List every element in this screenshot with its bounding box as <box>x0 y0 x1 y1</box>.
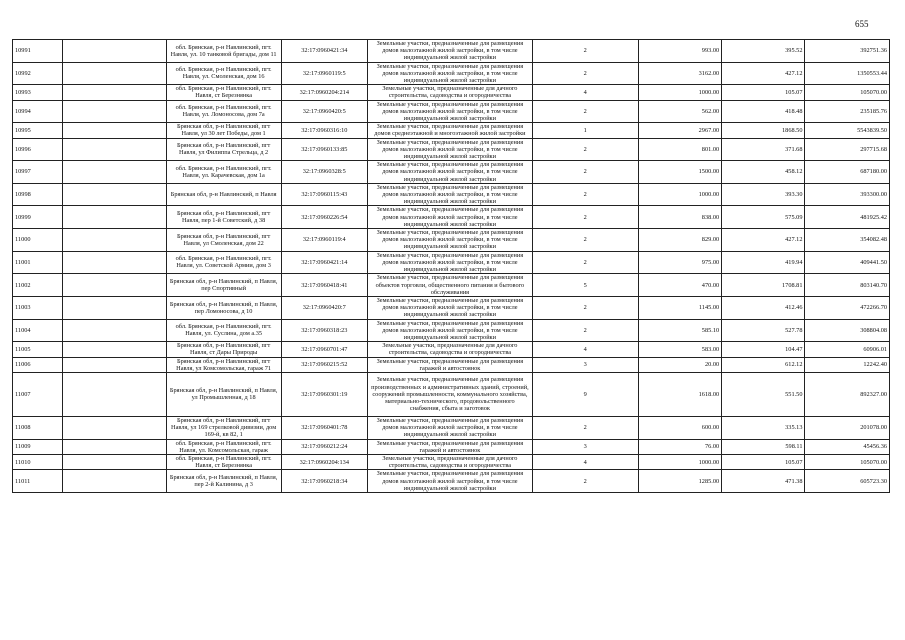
cadastral-number-cell: 32:17:0960316:10 <box>281 123 368 138</box>
cadastral-number-cell: 32:17:0960421:34 <box>281 40 368 63</box>
cadastral-number-cell: 32:17:0960218:34 <box>281 470 368 493</box>
table-row <box>13 40 890 63</box>
area-cell: 838.00 <box>638 206 721 229</box>
blank-cell <box>62 470 166 493</box>
cadastral-number-cell: 32:17:0960420:7 <box>281 296 368 319</box>
row-number: 11007 <box>13 372 63 416</box>
cadastral-value-cell: 393300.00 <box>805 183 890 206</box>
area-cell: 20.00 <box>638 357 721 372</box>
cadastral-number-cell: 32:17:0960301:19 <box>281 372 368 416</box>
cadastral-value-table <box>12 39 890 493</box>
table-row <box>13 85 890 100</box>
specific-value-cell: 471.38 <box>722 470 805 493</box>
table-row <box>13 342 890 357</box>
address-cell: Брянская обл, р-н Навлинский, п Навля <box>166 183 281 206</box>
land-use-cell: Земельные участки, предназначенные для дачного строительства, садоводства и огородничества <box>368 454 533 469</box>
group-cell: 2 <box>532 62 638 85</box>
row-number: 11009 <box>13 439 63 454</box>
table-row <box>13 454 890 469</box>
address-cell: обл. Брянская, р-н Навлинский, пгт. Навля, ул. Комсомольская, гараж <box>166 439 281 454</box>
blank-cell <box>62 161 166 184</box>
address-cell: обл. Брянская, р-н Навлинский, пгт. Навля, ст Березнянка <box>166 85 281 100</box>
area-cell: 1000.00 <box>638 85 721 100</box>
group-cell: 2 <box>532 206 638 229</box>
address-cell: Брянская обл, р-н Навлинский, п Навля, пер Спортивный <box>166 274 281 297</box>
table-row <box>13 138 890 161</box>
table-row <box>13 62 890 85</box>
blank-cell <box>62 123 166 138</box>
cadastral-number-cell: 32:17:0960421:14 <box>281 251 368 274</box>
land-use-cell: Земельные участки, предназначенные для размещения домов малоэтажной жилой застройки, в том числе индивидуальной жилой застройки <box>368 161 533 184</box>
specific-value-cell: 418.48 <box>722 100 805 123</box>
table-row <box>13 123 890 138</box>
specific-value-cell: 395.52 <box>722 40 805 63</box>
specific-value-cell: 612.12 <box>722 357 805 372</box>
blank-cell <box>62 372 166 416</box>
blank-cell <box>62 229 166 252</box>
land-use-cell: Земельные участки, предназначенные для размещения домов малоэтажной жилой застройки, в том числе индивидуальной жилой застройки <box>368 251 533 274</box>
cadastral-value-cell: 105070.00 <box>805 454 890 469</box>
group-cell: 2 <box>532 319 638 342</box>
land-use-cell: Земельные участки, предназначенные для дачного строительства, садоводства и огородничества <box>368 85 533 100</box>
specific-value-cell: 1708.81 <box>722 274 805 297</box>
cadastral-number-cell: 32:17:0960133:85 <box>281 138 368 161</box>
area-cell: 975.00 <box>638 251 721 274</box>
address-cell: Брянская обл, р-н Навлинский, п Навля, ул Промышленная, д 18 <box>166 372 281 416</box>
land-use-cell: Земельные участки, предназначенные для размещения объектов торговли, общественного питания и бытового обслуживания <box>368 274 533 297</box>
cadastral-number-cell: 32:17:0960119:5 <box>281 62 368 85</box>
blank-cell <box>62 251 166 274</box>
specific-value-cell: 458.12 <box>722 161 805 184</box>
specific-value-cell: 105.07 <box>722 454 805 469</box>
row-number: 10999 <box>13 206 63 229</box>
blank-cell <box>62 183 166 206</box>
group-cell: 2 <box>532 40 638 63</box>
land-use-cell: Земельные участки, предназначенные для размещения домов малоэтажной жилой застройки, в том числе индивидуальной жилой застройки <box>368 470 533 493</box>
address-cell: Брянская обл, р-н Навлинский, пгт Навля, ул Смоленская, дом 22 <box>166 229 281 252</box>
group-cell: 2 <box>532 416 638 439</box>
blank-cell <box>62 357 166 372</box>
table-row <box>13 161 890 184</box>
blank-cell <box>62 454 166 469</box>
cadastral-number-cell: 32:17:0960226:54 <box>281 206 368 229</box>
table-row <box>13 296 890 319</box>
row-number: 10998 <box>13 183 63 206</box>
cadastral-number-cell: 32:17:0960420:5 <box>281 100 368 123</box>
area-cell: 76.00 <box>638 439 721 454</box>
cadastral-number-cell: 32:17:0960418:41 <box>281 274 368 297</box>
group-cell: 2 <box>532 229 638 252</box>
address-cell: Брянская обл, р-н Навлинский, пгт Навля, ул 30 лет Победы, дом 1 <box>166 123 281 138</box>
area-cell: 3162.00 <box>638 62 721 85</box>
group-cell: 2 <box>532 100 638 123</box>
group-cell: 3 <box>532 439 638 454</box>
land-use-cell: Земельные участки, предназначенные для размещения домов малоэтажной жилой застройки, в том числе индивидуальной жилой застройки <box>368 229 533 252</box>
area-cell: 801.00 <box>638 138 721 161</box>
cadastral-value-cell: 308804.08 <box>805 319 890 342</box>
cadastral-value-cell: 45456.36 <box>805 439 890 454</box>
cadastral-number-cell: 32:17:0960701:47 <box>281 342 368 357</box>
row-number: 11004 <box>13 319 63 342</box>
row-number: 10995 <box>13 123 63 138</box>
land-use-cell: Земельные участки, предназначенные для размещения домов малоэтажной жилой застройки, в том числе индивидуальной жилой застройки <box>368 62 533 85</box>
group-cell: 4 <box>532 85 638 100</box>
cadastral-value-cell: 201078.00 <box>805 416 890 439</box>
group-cell: 2 <box>532 183 638 206</box>
area-cell: 1500.00 <box>638 161 721 184</box>
table-row <box>13 357 890 372</box>
land-use-cell: Земельные участки, предназначенные для размещения домов малоэтажной жилой застройки, в том числе индивидуальной жилой застройки <box>368 100 533 123</box>
cadastral-value-cell: 409441.50 <box>805 251 890 274</box>
cadastral-value-cell: 605723.30 <box>805 470 890 493</box>
area-cell: 2967.00 <box>638 123 721 138</box>
blank-cell <box>62 274 166 297</box>
area-cell: 1285.00 <box>638 470 721 493</box>
table-row <box>13 274 890 297</box>
group-cell: 2 <box>532 251 638 274</box>
row-number: 10993 <box>13 85 63 100</box>
row-number: 10996 <box>13 138 63 161</box>
cadastral-value-cell: 481925.42 <box>805 206 890 229</box>
area-cell: 1000.00 <box>638 183 721 206</box>
area-cell: 1618.00 <box>638 372 721 416</box>
row-number: 11006 <box>13 357 63 372</box>
area-cell: 1000.00 <box>638 454 721 469</box>
land-use-cell: Земельные участки, предназначенные для дачного строительства, садоводства и огородничества <box>368 342 533 357</box>
specific-value-cell: 598.11 <box>722 439 805 454</box>
group-cell: 2 <box>532 470 638 493</box>
cadastral-value-cell: 12242.40 <box>805 357 890 372</box>
blank-cell <box>62 100 166 123</box>
table-row <box>13 416 890 439</box>
specific-value-cell: 104.47 <box>722 342 805 357</box>
blank-cell <box>62 416 166 439</box>
row-number: 11010 <box>13 454 63 469</box>
land-use-cell: Земельные участки, предназначенные для размещения домов малоэтажной жилой застройки, в том числе индивидуальной жилой застройки <box>368 296 533 319</box>
cadastral-number-cell: 32:17:0960204:134 <box>281 454 368 469</box>
cadastral-number-cell: 32:17:0960119:4 <box>281 229 368 252</box>
specific-value-cell: 575.09 <box>722 206 805 229</box>
table-row <box>13 439 890 454</box>
area-cell: 829.00 <box>638 229 721 252</box>
cadastral-value-cell: 354082.48 <box>805 229 890 252</box>
land-use-cell: Земельные участки, предназначенные для размещения домов малоэтажной жилой застройки, в том числе индивидуальной жилой застройки <box>368 138 533 161</box>
blank-cell <box>62 342 166 357</box>
land-use-cell: Земельные участки, предназначенные для размещения гаражей и автостоянок <box>368 439 533 454</box>
area-cell: 993.00 <box>638 40 721 63</box>
row-number: 11011 <box>13 470 63 493</box>
table-row <box>13 100 890 123</box>
land-use-cell: Земельные участки, предназначенные для размещения домов малоэтажной жилой застройки, в том числе индивидуальной жилой застройки <box>368 319 533 342</box>
specific-value-cell: 551.50 <box>722 372 805 416</box>
address-cell: Брянская обл, р-н Навлинский, п Навля, пер Ломоносова, д 10 <box>166 296 281 319</box>
address-cell: Брянская обл, р-н Навлинский, пгт Навля, пер 1-й Советский, д 38 <box>166 206 281 229</box>
land-use-cell: Земельные участки, предназначенные для размещения гаражей и автостоянок <box>368 357 533 372</box>
address-cell: обл. Брянская, р-н Навлинский, пгт. Навля, ст Березнянка <box>166 454 281 469</box>
area-cell: 600.00 <box>638 416 721 439</box>
row-number: 11000 <box>13 229 63 252</box>
cadastral-value-cell: 803140.70 <box>805 274 890 297</box>
address-cell: обл. Брянская, р-н Навлинский, пгт. Навля, ул. Ломоносова, дом 7а <box>166 100 281 123</box>
cadastral-number-cell: 32:17:0960215:52 <box>281 357 368 372</box>
blank-cell <box>62 439 166 454</box>
group-cell: 5 <box>532 274 638 297</box>
land-use-cell: Земельные участки, предназначенные для размещения домов малоэтажной жилой застройки, в том числе индивидуальной жилой застройки <box>368 40 533 63</box>
specific-value-cell: 335.13 <box>722 416 805 439</box>
group-cell: 3 <box>532 357 638 372</box>
specific-value-cell: 427.12 <box>722 62 805 85</box>
cadastral-number-cell: 32:17:0960212:24 <box>281 439 368 454</box>
group-cell: 4 <box>532 342 638 357</box>
address-cell: обл. Брянская, р-н Навлинский, пгт. Навля, ул. Карачевская, дом 1а <box>166 161 281 184</box>
specific-value-cell: 371.68 <box>722 138 805 161</box>
cadastral-number-cell: 32:17:0960115:43 <box>281 183 368 206</box>
land-use-cell: Земельные участки, предназначенные для размещения домов среднеэтажной и многоэтажной жилой застройки <box>368 123 533 138</box>
address-cell: Брянская обл, р-н Навлинский, пгт Навля, ул Комсомольская, гараж 71 <box>166 357 281 372</box>
cadastral-number-cell: 32:17:0960318:23 <box>281 319 368 342</box>
area-cell: 583.00 <box>638 342 721 357</box>
blank-cell <box>62 138 166 161</box>
specific-value-cell: 412.46 <box>722 296 805 319</box>
cadastral-value-cell: 892327.00 <box>805 372 890 416</box>
cadastral-value-cell: 687180.00 <box>805 161 890 184</box>
group-cell: 2 <box>532 296 638 319</box>
cadastral-value-cell: 1350553.44 <box>805 62 890 85</box>
address-cell: Брянская обл, р-н Навлинский, пгт Навля, ул 169 стрелковой дивизии, дом 169-й, кв 82, 1 <box>166 416 281 439</box>
blank-cell <box>62 40 166 63</box>
land-use-cell: Земельные участки, предназначенные для размещения домов малоэтажной жилой застройки, в том числе индивидуальной жилой застройки <box>368 183 533 206</box>
specific-value-cell: 105.07 <box>722 85 805 100</box>
row-number: 11005 <box>13 342 63 357</box>
address-cell: Брянская обл, р-н Навлинский, пгт Навля, ул Филиппа Стрельца, д 2 <box>166 138 281 161</box>
group-cell: 4 <box>532 454 638 469</box>
address-cell: обл. Брянская, р-н Навлинский, пгт. Навля, ул. Советской Армии, дом 3 <box>166 251 281 274</box>
cadastral-value-cell: 105070.00 <box>805 85 890 100</box>
land-use-cell: Земельные участки, предназначенные для размещения производственных и административных зданий, строений, сооружений промышленности, коммунального хозяйства, материально-технического, продовольственного снабжения, сбыта и заготовок <box>368 372 533 416</box>
cadastral-value-cell: 297715.68 <box>805 138 890 161</box>
cadastral-value-cell: 472266.70 <box>805 296 890 319</box>
area-cell: 585.10 <box>638 319 721 342</box>
land-use-cell: Земельные участки, предназначенные для размещения домов малоэтажной жилой застройки, в том числе индивидуальной жилой застройки <box>368 416 533 439</box>
cadastral-value-cell: 392751.36 <box>805 40 890 63</box>
row-number: 10994 <box>13 100 63 123</box>
cadastral-number-cell: 32:17:0960401:78 <box>281 416 368 439</box>
cadastral-number-cell: 32:17:0960204:214 <box>281 85 368 100</box>
land-use-cell: Земельные участки, предназначенные для размещения домов малоэтажной жилой застройки, в том числе индивидуальной жилой застройки <box>368 206 533 229</box>
address-cell: обл. Брянская, р-н Навлинский, пгт. Навля, ул. 10 танковой бригады, дом 11 <box>166 40 281 63</box>
blank-cell <box>62 62 166 85</box>
row-number: 11003 <box>13 296 63 319</box>
specific-value-cell: 427.12 <box>722 229 805 252</box>
specific-value-cell: 527.78 <box>722 319 805 342</box>
table-row <box>13 251 890 274</box>
blank-cell <box>62 206 166 229</box>
area-cell: 562.00 <box>638 100 721 123</box>
group-cell: 1 <box>532 123 638 138</box>
area-cell: 470.00 <box>638 274 721 297</box>
row-number: 10997 <box>13 161 63 184</box>
address-cell: Брянская обл, р-н Навлинский, п Навля, пер 2-й Калинина, д 3 <box>166 470 281 493</box>
table-row <box>13 229 890 252</box>
group-cell: 2 <box>532 161 638 184</box>
address-cell: обл. Брянская, р-н Навлинский, пгт. Навля, ул. Суслина, дом а.35 <box>166 319 281 342</box>
row-number: 10992 <box>13 62 63 85</box>
cadastral-value-cell: 5543839.50 <box>805 123 890 138</box>
address-cell: Брянская обл, р-н Навлинский, пгт Навля, ст Дары Природы <box>166 342 281 357</box>
blank-cell <box>62 319 166 342</box>
table-row <box>13 206 890 229</box>
table-row <box>13 372 890 416</box>
row-number: 10991 <box>13 40 63 63</box>
blank-cell <box>62 296 166 319</box>
address-cell: обл. Брянская, р-н Навлинский, пгт. Навля, ул. Смоленская, дом 16 <box>166 62 281 85</box>
cadastral-value-cell: 235185.76 <box>805 100 890 123</box>
table-body <box>13 40 890 493</box>
row-number: 11001 <box>13 251 63 274</box>
group-cell: 9 <box>532 372 638 416</box>
table-row <box>13 470 890 493</box>
group-cell: 2 <box>532 138 638 161</box>
area-cell: 1145.00 <box>638 296 721 319</box>
row-number: 11002 <box>13 274 63 297</box>
specific-value-cell: 1868.50 <box>722 123 805 138</box>
row-number: 11008 <box>13 416 63 439</box>
table-row <box>13 183 890 206</box>
blank-cell <box>62 85 166 100</box>
page-number: 655 <box>855 19 869 29</box>
cadastral-value-cell: 60906.01 <box>805 342 890 357</box>
specific-value-cell: 419.94 <box>722 251 805 274</box>
specific-value-cell: 393.30 <box>722 183 805 206</box>
table-row <box>13 319 890 342</box>
cadastral-number-cell: 32:17:0960328:5 <box>281 161 368 184</box>
